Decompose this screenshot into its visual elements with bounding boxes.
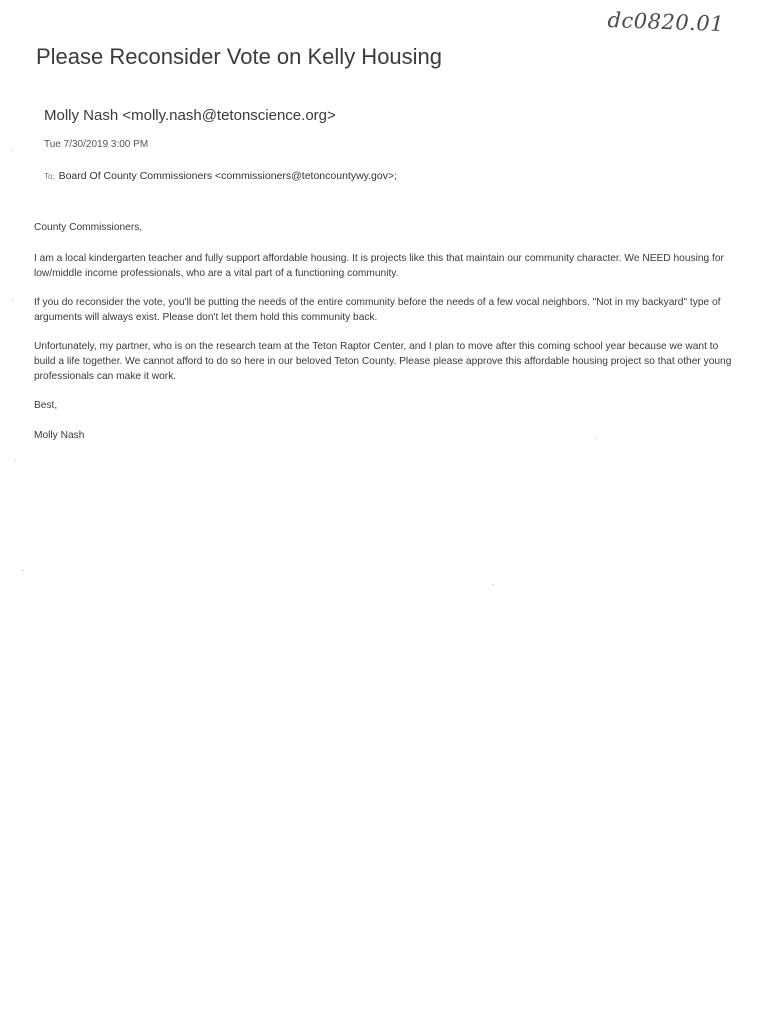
body-paragraph-1: I am a local kindergarten teacher and fully support affordable housing. It is projects like this that maintain our community character. We NEED housing for low/middle income professionals, who are a vital part of a functioning community. — [34, 253, 724, 279]
email-sender: Molly Nash <molly.nash@tetonscience.org> — [44, 107, 336, 124]
body-paragraph-3: Unfortunately, my partner, who is on the research team at the Teton Raptor Center, and I plan to move after this coming school year because we want to build a life together. We cannot afford to do so here in our beloved Teton County. Please please approve this affordable housing project so that other young professionals can make it work. — [34, 341, 732, 382]
scan-speck — [12, 300, 14, 301]
email-recipient: Board Of County Commissioners <commissioners@tetoncountywy.gov>; — [58, 170, 398, 182]
scan-speck — [10, 150, 12, 151]
scan-speck — [14, 460, 16, 461]
scan-speck — [22, 570, 24, 571]
closing: Best, — [34, 400, 58, 411]
email-subject: Please Reconsider Vote on Kelly Housing — [36, 44, 443, 69]
email-recipient-line — [44, 170, 397, 182]
scan-speck — [596, 438, 598, 439]
recipient-label: To: — [44, 172, 55, 181]
email-body — [34, 220, 734, 457]
email-date: Tue 7/30/2019 3:00 PM — [44, 139, 149, 150]
body-paragraph-2: If you do reconsider the vote, you'll be putting the needs of the entire community before the needs of a few vocal neighbors. "Not in my backyard" type of arguments will always exist. Please don't let them hold this community back. — [34, 297, 721, 323]
signature: Molly Nash — [34, 430, 85, 441]
scan-speck — [492, 584, 494, 585]
salutation: County Commissioners, — [34, 222, 143, 233]
handwritten-document-code: dc0820.01 — [607, 8, 725, 37]
